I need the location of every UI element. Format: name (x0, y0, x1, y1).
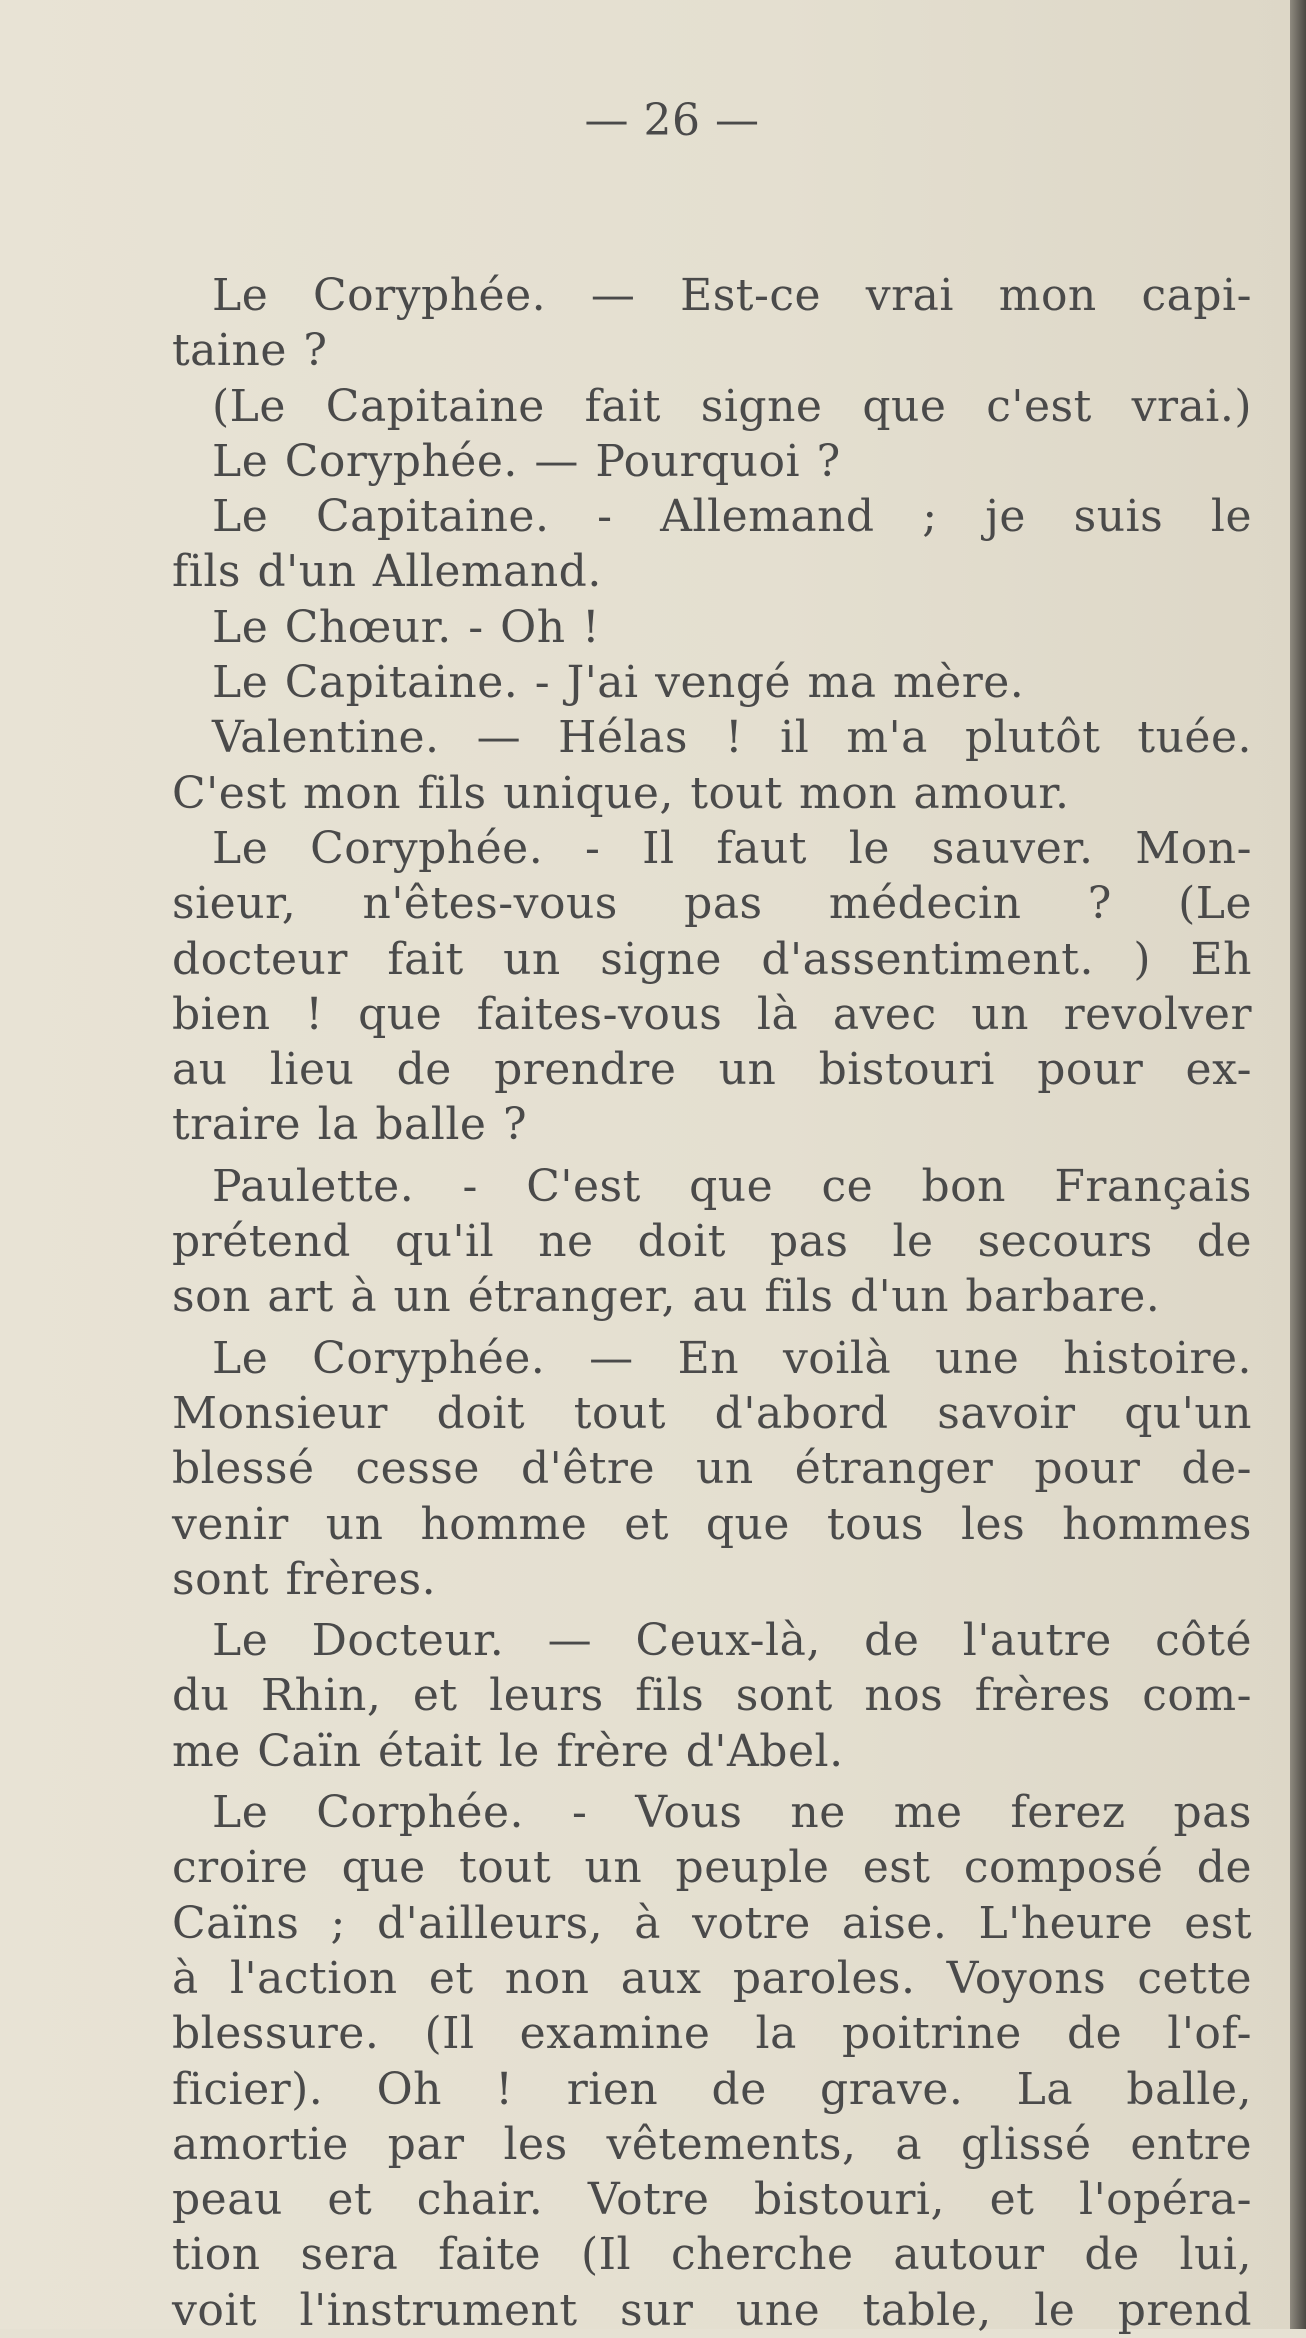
text-line: croire que tout un peuple est composé de (172, 1842, 1252, 1894)
text-line: blessé cesse d'être un étranger pour de- (172, 1443, 1252, 1495)
text-line: venir un homme et que tous les hommes (172, 1498, 1252, 1550)
text-line: C'est mon fils unique, tout mon amour. (172, 767, 1070, 819)
text-line: Monsieur doit tout d'abord savoir qu'un (172, 1387, 1252, 1439)
text-line: Le Docteur. — Ceux-là, de l'autre côté (212, 1615, 1252, 1667)
text-line: Le Coryphée. — En voilà une histoire. (212, 1332, 1252, 1384)
text-line: blessure. (Il examine la poitrine de l'of- (172, 2008, 1252, 2060)
text-line: prétend qu'il ne doit pas le secours de (172, 1216, 1252, 1268)
text-line: (Le Capitaine fait signe que c'est vrai.) (212, 380, 1252, 432)
text-line: Le Coryphée. — Pourquoi ? (212, 435, 841, 487)
text-line: tion sera faite (Il cherche autour de lui, (172, 2229, 1252, 2281)
text-line: du Rhin, et leurs fils sont nos frères com- (172, 1670, 1252, 1722)
text-line: ficier). Oh ! rien de grave. La balle, (172, 2063, 1252, 2115)
page-number: — 26 — (584, 95, 760, 146)
text-line: au lieu de prendre un bistouri pour ex- (172, 1044, 1252, 1096)
text-line: peau et chair. Votre bistouri, et l'opéra- (172, 2174, 1252, 2226)
text-line: Le Coryphée. - Il faut le sauver. Mon- (212, 822, 1252, 874)
text-line: Paulette. - C'est que ce bon Français (212, 1160, 1252, 1212)
text-line: taine ? (172, 325, 328, 377)
text-line: Le Coryphée. — Est-ce vrai mon capi- (212, 270, 1252, 321)
text-line: Le Capitaine. - J'ai vengé ma mère. (212, 657, 1025, 709)
page-edge-shadow (1290, 0, 1306, 2329)
text-line: Caïns ; d'ailleurs, à votre aise. L'heure est (172, 1897, 1252, 1949)
text-line: traire la balle ? (172, 1099, 528, 1151)
text-line: sont frères. (172, 1553, 437, 1605)
text-lines (172, 268, 1252, 2338)
text-line: Le Capitaine. - Allemand ; je suis le (212, 491, 1252, 543)
text-line: docteur fait un signe d'assentiment. ) Eh (172, 933, 1252, 985)
text-line: Valentine. — Hélas ! il m'a plutôt tuée. (212, 712, 1252, 764)
text-line: Le Chœur. - Oh ! (212, 601, 601, 653)
page-text (172, 88, 1252, 2338)
text-line: fils d'un Allemand. (172, 546, 602, 598)
text-line: Le Corphée. - Vous ne me ferez pas (212, 1787, 1252, 1839)
text-line: bien ! que faites-vous là avec un revolver (172, 988, 1252, 1040)
text-line: à l'action et non aux paroles. Voyons cette (172, 1952, 1252, 2004)
text-line: me Caïn était le frère d'Abel. (172, 1725, 844, 1777)
text-line: son art à un étranger, au fils d'un barbare. (172, 1271, 1161, 1323)
text-line: amortie par les vêtements, a glissé entre (172, 2118, 1252, 2170)
text-line: voit l'instrument sur une table, le prend (172, 2284, 1252, 2336)
text-line: sieur, n'êtes-vous pas médecin ? (Le (172, 878, 1252, 930)
